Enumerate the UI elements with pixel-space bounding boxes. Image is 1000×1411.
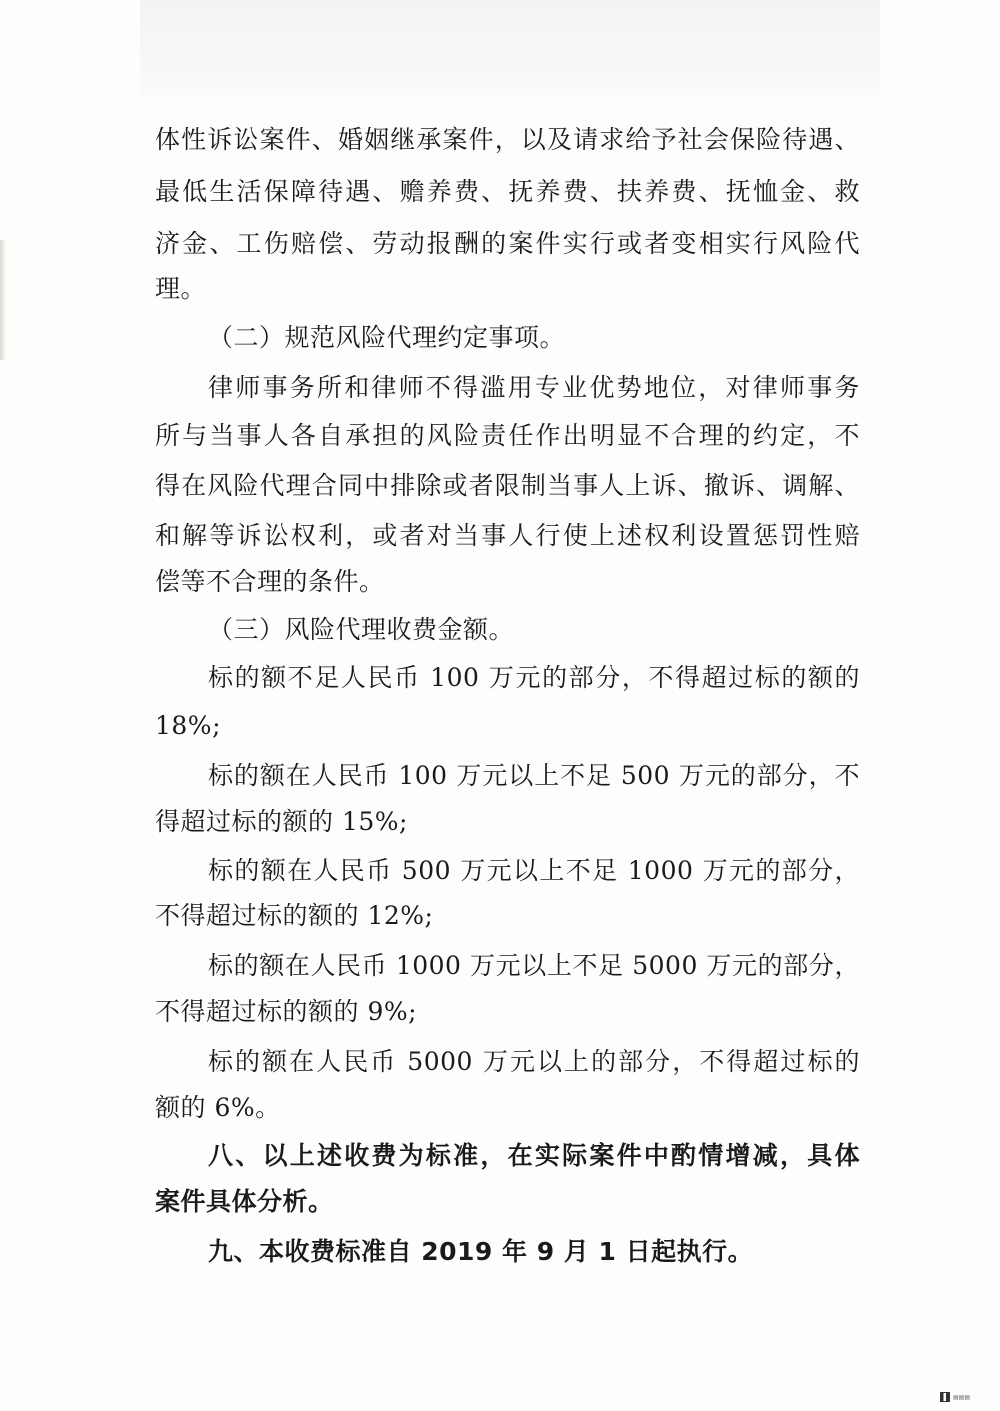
text-line: 标的额在人民币 500 万元以上不足 1000 万元的部分，	[208, 856, 860, 885]
text-line: 标的额在人民币 5000 万元以上的部分，不得超过标的	[208, 1047, 860, 1076]
text-line: 所与当事人各自承担的风险责任作出明显不合理的约定，不	[155, 421, 860, 450]
text-line: 不得超过标的额的 12%;	[155, 901, 434, 930]
text-line: 最低生活保障待遇、赡养费、抚养费、扶养费、抚恤金、救	[155, 177, 860, 206]
text-line: 理。	[155, 274, 207, 303]
text-line: 不得超过标的额的 9%;	[155, 997, 418, 1026]
clause-eight-continued: 案件具体分析。	[155, 1187, 334, 1216]
text-line: 得在风险代理合同中排除或者限制当事人上诉、撤诉、调解、	[155, 471, 860, 500]
text-line: 标的额在人民币 100 万元以上不足 500 万元的部分，不	[208, 761, 860, 790]
text-line: 得超过标的额的 15%;	[155, 807, 408, 836]
text-line: 标的额不足人民币 100 万元的部分，不得超过标的额的	[208, 663, 860, 692]
text-line: 标的额在人民币 1000 万元以上不足 5000 万元的部分，	[208, 951, 860, 980]
scanner-logo	[940, 1391, 988, 1403]
qr-code-icon	[940, 1392, 950, 1402]
clause-eight: 八、以上述收费为标准，在实际案件中酌情增减，具体	[208, 1141, 860, 1170]
clause-nine: 九、本收费标准自 2019 年 9 月 1 日起执行。	[208, 1237, 754, 1266]
text-line: 济金、工伤赔偿、劳动报酬的案件实行或者变相实行风险代	[155, 229, 860, 258]
scanner-mark: ▤▤▤	[953, 1393, 971, 1401]
section-heading: （三）风险代理收费金额。	[208, 615, 515, 644]
text-line: 体性诉讼案件、婚姻继承案件，以及请求给予社会保险待遇、	[155, 125, 860, 154]
text-line: 和解等诉讼权利，或者对当事人行使上述权利设置惩罚性赔	[155, 521, 860, 550]
section-heading: （二）规范风险代理约定事项。	[208, 323, 566, 352]
text-line: 18%;	[155, 711, 221, 740]
text-line: 额的 6%。	[155, 1093, 281, 1122]
text-line: 偿等不合理的条件。	[155, 567, 385, 596]
text-line: 律师事务所和律师不得滥用专业优势地位，对律师事务	[208, 373, 860, 402]
